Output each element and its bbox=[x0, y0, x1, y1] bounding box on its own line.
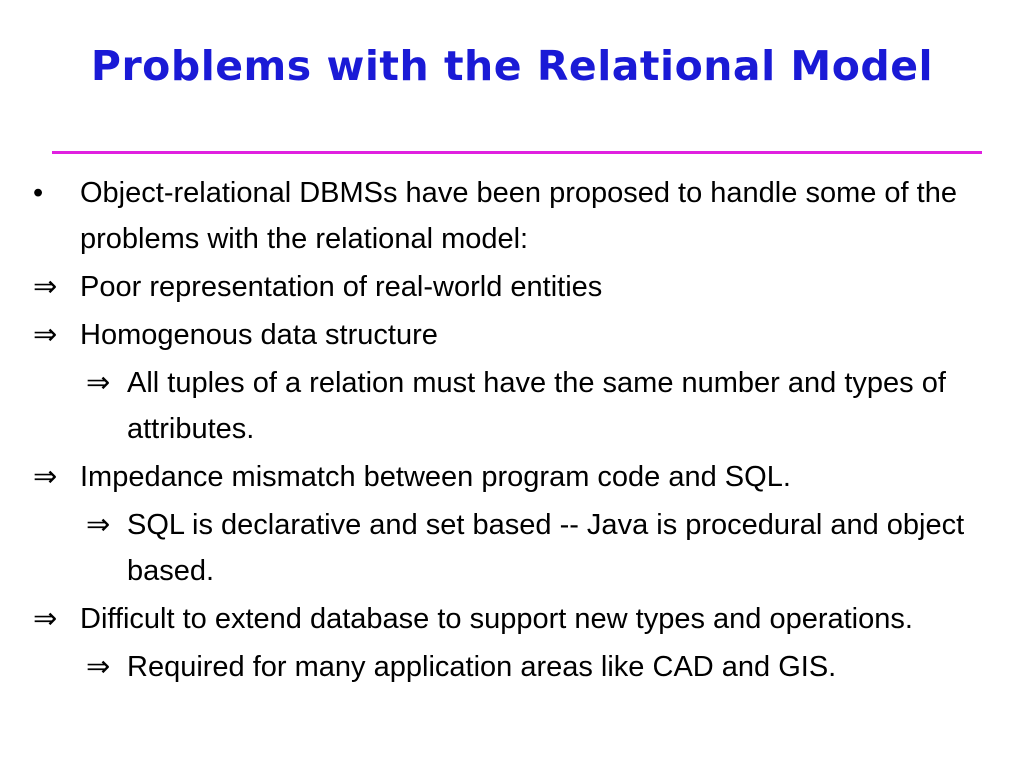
arrow-item-text: Impedance mismatch between program code and SQL. bbox=[80, 461, 791, 493]
bullet-icon: • bbox=[33, 177, 44, 209]
sub-arrow-item-text: Required for many application areas like CAD and GIS. bbox=[127, 651, 837, 683]
sub-arrow-item bbox=[0, 360, 1024, 452]
arrow-item-text: Poor representation of real-world entities bbox=[80, 271, 603, 303]
sub-arrow-item bbox=[0, 644, 1024, 690]
sub-arrow-item-text: All tuples of a relation must have the same number and types of attributes. bbox=[127, 367, 946, 445]
implies-arrow-icon: ⇒ bbox=[86, 509, 111, 541]
slide-body bbox=[0, 170, 1024, 690]
arrow-item bbox=[0, 596, 1024, 642]
implies-arrow-icon: ⇒ bbox=[33, 461, 58, 493]
implies-arrow-icon: ⇒ bbox=[86, 367, 111, 399]
sub-arrow-item bbox=[0, 502, 1024, 594]
arrow-item bbox=[0, 264, 1024, 310]
implies-arrow-icon: ⇒ bbox=[33, 603, 58, 635]
arrow-item-text: Homogenous data structure bbox=[80, 319, 438, 351]
arrow-item bbox=[0, 454, 1024, 500]
arrow-item bbox=[0, 312, 1024, 358]
title-divider bbox=[52, 151, 982, 154]
bullet-item bbox=[0, 170, 1024, 262]
implies-arrow-icon: ⇒ bbox=[86, 651, 111, 683]
arrow-item-text: Difficult to extend database to support new types and operations. bbox=[80, 603, 913, 635]
implies-arrow-icon: ⇒ bbox=[33, 271, 58, 303]
implies-arrow-icon: ⇒ bbox=[33, 319, 58, 351]
sub-arrow-item-text: SQL is declarative and set based -- Java is procedural and object based. bbox=[127, 509, 965, 587]
slide-title: Problems with the Relational Model bbox=[90, 42, 934, 90]
bullet-text: Object-relational DBMSs have been proposed to handle some of the problems with the relational model: bbox=[80, 177, 957, 255]
